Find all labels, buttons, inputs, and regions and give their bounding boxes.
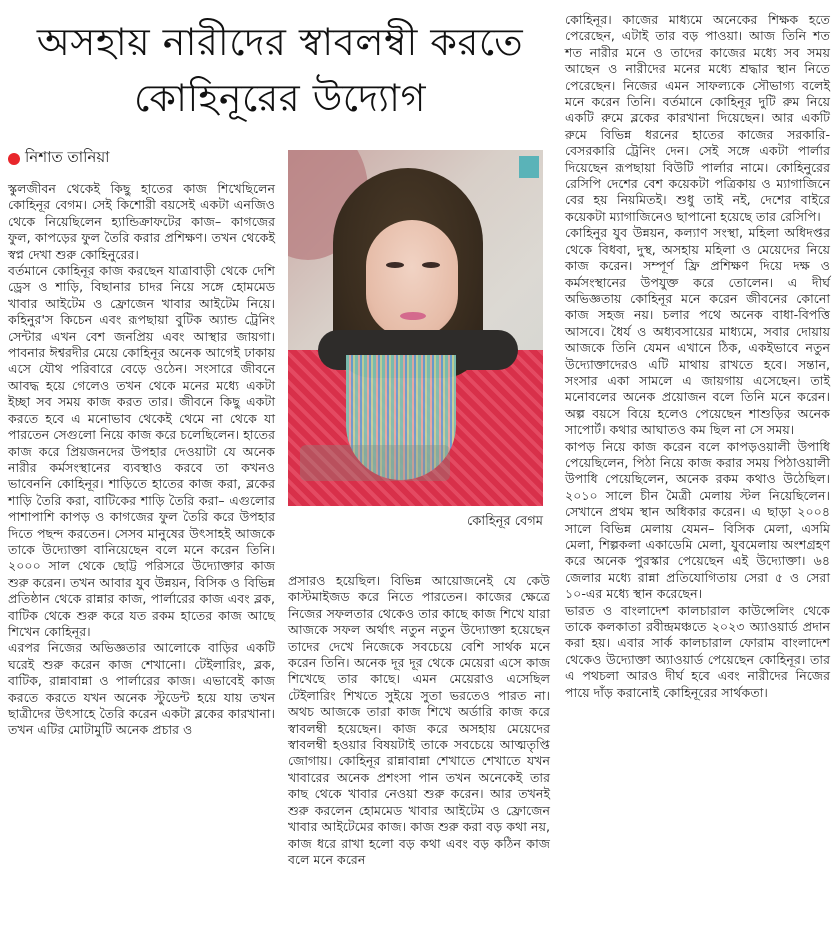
headline-line-1: অসহায় নারীদের স্বাবলম্বী করতে [36, 20, 524, 64]
paragraph: কোহিনূর। কাজের মাধ্যমে অনেকের শিক্ষক হতে পেরেছেন, এটাই তার বড় পাওয়া। আজ তিনি শত শত নারীর মনে ও তাদের কাজের মধ্যে সব সময় আছেন ও নারীদের মনের মধ্যে শ্রদ্ধার স্থান নিতে পেরেছেন। নিজের এমন সাফল্যকে সৌভাগ্য বলেই মনে করেন তিনি। বর্তমানে কোহিনূর দুটি রুম নিয়ে একটি রুমে ব্লকের কারখানা দিয়েছেন। আর একটি রুমে বিভিন্ন ধরনের হাতের কাজের সরকারি-বেসরকারি ট্রেনিং দেন। সেই সঙ্গে একটা পার্লার দিয়েছেন রূপছায়া বিউটি পার্লার নামে। কোহিনুরের রেসিপি দেশের বেশ কয়েকটা পত্রিকায় ও ম্যাগাজিনে বের হয় নিয়মিতই। শুধু তাই নই, দেশের বাইরে কয়েকটা ম্যাগাজিনেও ছাপানো হয়েছে তার রেসিপি। [565, 12, 830, 224]
column-middle [288, 573, 550, 868]
paragraph: স্কুলজীবন থেকেই কিছু হাতের কাজ শিখেছিলেন কোহিনূর বেগম। সেই কিশোরী বয়সেই একটা এনজিও থেকে নিয়েছিলেন হ্যান্ডিক্রাফটের কাজ– কাগজের ফুল, কাপড়ের ফুল তৈরি করার প্রশিক্ষণ। তখন থেকেই স্বপ্ন দেখা শুরু কোহিনুরের। [8, 181, 275, 262]
watermark [300, 445, 450, 481]
paragraph: কাপড় নিয়ে কাজ করেন বলে কাপড়ওয়ালী উপাধি পেয়েছিলেন, পিঠা নিয়ে কাজ করার সময় পিঠাওয়ালী উপাধি পেয়েছিলেন, অনেক রকম কথাও উঠেছিল। ২০১০ সালে চীন মৈত্রী মেলায় স্টল নিয়েছিলেন। সেখানে প্রথম স্থান অধিকার করেন। এ ছাড়া ২০০৪ সালে বিভিন্ন মেলায় যেমন– বিসিক মেলা, এসমি মেলা, শিল্পকলা একাডেমি মেলা, যুবমেলায় অংশগ্রহণ করে অনেক পুরস্কার পেয়েছেন এই উদ্যোক্তা। ৬৪ জেলার মধ্যে রান্না প্রতিযোগিতায় সেরা ৫ ও সেরা ১০-এর মধ্যে স্থান করেছেন। [565, 438, 830, 602]
headline-line-2: কোহিনূরের উদ্যোগ [134, 76, 426, 120]
paragraph: বর্তমানে কোহিনূর কাজ করছেন যাত্রাবাড়ী থেকে দেশি ড্রেস ও শাড়ি, বিছানার চাদর নিয়ে সঙ্গে হোমমেড খাবার আইটেম ও ফ্রোজেন খাবার আইটেম নিয়ে। কহিনুর'স কিচেন এবং রূপছায়া বুটিক অ্যান্ড ট্রেনিং সেন্টার এখন বেশ জনপ্রিয় এবং আস্থার জায়গা। পাবনার ঈশ্বরদীর মেয়ে কোহিনূর অনেক আগেই ঢাকায় এসে যৌথ পরিবারে বেড়ে ওঠেন। সংসারে জীবনে আবদ্ধ হয়ে গেলেও তখন থেকে মনের মধ্যে একটা ইচ্ছা সব সময় কাজ করত তার। জীবনে কিছু একটা করতে হবে এ মনোভাব থেকেই থেমে না থেকে যা পারতেন সেগুলো নিয়ে কাজ করে চলেছিলেন। হাতের কাজ করে প্রিয়জনদের উপহার দেওয়াটা যে অনেক নারীর কর্মসংস্থানের ব্যবস্থাও করবে তা কখনও ভাবেননি কোহিনূর। শাড়িতে হাতের কাজ করা, ব্লকের শাড়ি তৈরি করা, বাটিকের শাড়ি তৈরি করা– এগুলোর পাশাপাশি কাপড় ও কাগজের ফুল তৈরি করে উপহার দিতে পছন্দ করতেন। সেসব মানুষের উৎসাহই আজকে তাকে উদ্যোক্তা বানিয়েছেন বলে মনে করেন তিনি। ২০০০ সাল থেকে ছোট্ট পরিসরে উদ্যোক্তার কাজ শুরু করেন। তখন আবার যুব উন্নয়ন, বিসিক ও বিভিন্ন প্রতিষ্ঠান থেকে রান্নার কাজ, পার্লারের কাজ এবং ব্লক, বাটিক থেকে শুরু করে যত রকম হাতের কাজ আছে শিখেন কোহিনূর। [8, 263, 275, 639]
photo-eye [422, 262, 440, 268]
column-left [8, 181, 275, 739]
byline [8, 146, 110, 171]
bullet-dot-icon [8, 153, 20, 165]
paragraph: প্রসারও হয়েছিল। বিভিন্ন আয়োজনেই যে কেউ কাস্টমাইজড করে নিতে পারতেন। কাজের ক্ষেত্রে নিজের সফলতার থেকেও তার কাছে কাজ শিখে যারা আজকে সফল অর্থাৎ নতুন নতুন উদ্যোক্তা হয়েছেন তাদের দেখে নিজেকে সবচেয়ে বেশি সার্থক মনে করেন তিনি। অনেক দূর দূর থেকে মেয়েরা এসে কাজ শিখেছে তার কাছে। এমন মেয়েরাও এসেছিল টেইলারিং শিখতে সুইয়ে সুতা ভরতেও পারত না। অথচ আজকে তারা কাজ শিখে অর্ডারি কাজ করে স্বাবলম্বী হয়েছেন। কাজ করে অসহায় মেয়েদের স্বাবলম্বী হওয়ার বিষয়টাই তাকে সবচেয়ে আত্মতৃপ্তি জোগায়। কোহিনূর রান্নাবান্না শেখাতে শেখাতে যখন খাবারের অনেক প্রশংসা পান তখন অনেকেই তার কাছ থেকে খাবার নেওয়া শুরু করেন। আর তখনই শুরু করলেন হোমমেড খাবার আইটেম ও ফ্রোজেন খাবার আইটেমের কাজ। কাজ শুরু করা বড় কথা নয়, কাজ ধরে রাখা হলো বড় কথা এবং বড় কঠিন কাজ বলে মনে করেন [288, 573, 550, 867]
column-right [565, 12, 830, 701]
paragraph: কোহিনুর যুব উন্নয়ন, কল্যাণ সংস্থা, মহিলা অধিদপ্তর থেকে বিধবা, দুস্থ, অসহায় মহিলা ও মেয়েদের নিয়ে কাজ করেন। সম্পূর্ণ ফ্রি প্রশিক্ষণ দিয়ে দক্ষ ও কর্মসংস্থানের উপযুক্ত করে তোলেন। এ দীর্ঘ অভিজ্ঞতায় কোহিনূর মনে করেন জীবনের কোনো কাজ সহজ নয়। চলার পথে অনেক বাধা-বিপত্তি আসবে। ধৈর্য ও অধ্যবসায়ের মাধ্যমে, সবার দোয়ায় আজকে তিনি যেমন এখানে ঠিক, একইভাবে নতুন উদ্যোক্তাদেরও এটি মাথায় রাখতে হবে। সন্তান, সংসার একা সামলে এ জায়গায় এসেছেন। তাই মনোবলের অনেক প্রয়োজন বলে তিনি মনে করেন। অল্প বয়সে বিয়ে হলেও পেয়েছেন শাশুড়ির অনেক সাপোর্ট। কথার আঘাতও কম ছিল না সে সময়। [565, 225, 830, 438]
portrait-photo [288, 150, 543, 506]
author-name: নিশাত তানিয়া [25, 148, 110, 166]
photo-caption: কোহিনূর বেগম [467, 514, 543, 529]
headline [0, 14, 560, 126]
paragraph: এরপর নিজের অভিজ্ঞতার আলোকে বাড়ির একটি ঘরেই শুরু করেন কাজ শেখানো। টেইলারিং, ব্লক, বাটিক, রান্নাবান্না ও পার্লারের কাজ। এভাবেই কাজ করতে করতে যখন অনেক স্টুডেন্ট হয়ে যায় তখন ছাত্রীদের উৎসাহে তৈরি করেন একটা ব্লকের কারখানা। তখন এটির মোটামুটি অনেক প্রচার ও [8, 640, 275, 738]
paragraph: ভারত ও বাংলাদেশ কালচারাল কাউন্সেলিং থেকে তাকে কলকাতা রবীন্দ্রমঞ্চতে ২০২৩ অ্যাওয়ার্ড প্রদান করা হয়। এবার সার্ক কালচারাল ফোরাম বাংলাদেশ থেকেও উদ্যোক্তা অ্যাওয়ার্ড পেয়েছেন কোহিনূর। তার এ পথচলা আরও দীর্ঘ হবে এবং নারীদের নিজের পায়ে দাঁড় করানোই কোহিনূরের সার্থকতা। [565, 602, 830, 700]
photo-face [366, 220, 458, 338]
photo-eye [386, 262, 404, 268]
photo-lips [400, 312, 426, 320]
photo-background-shape [519, 156, 539, 178]
